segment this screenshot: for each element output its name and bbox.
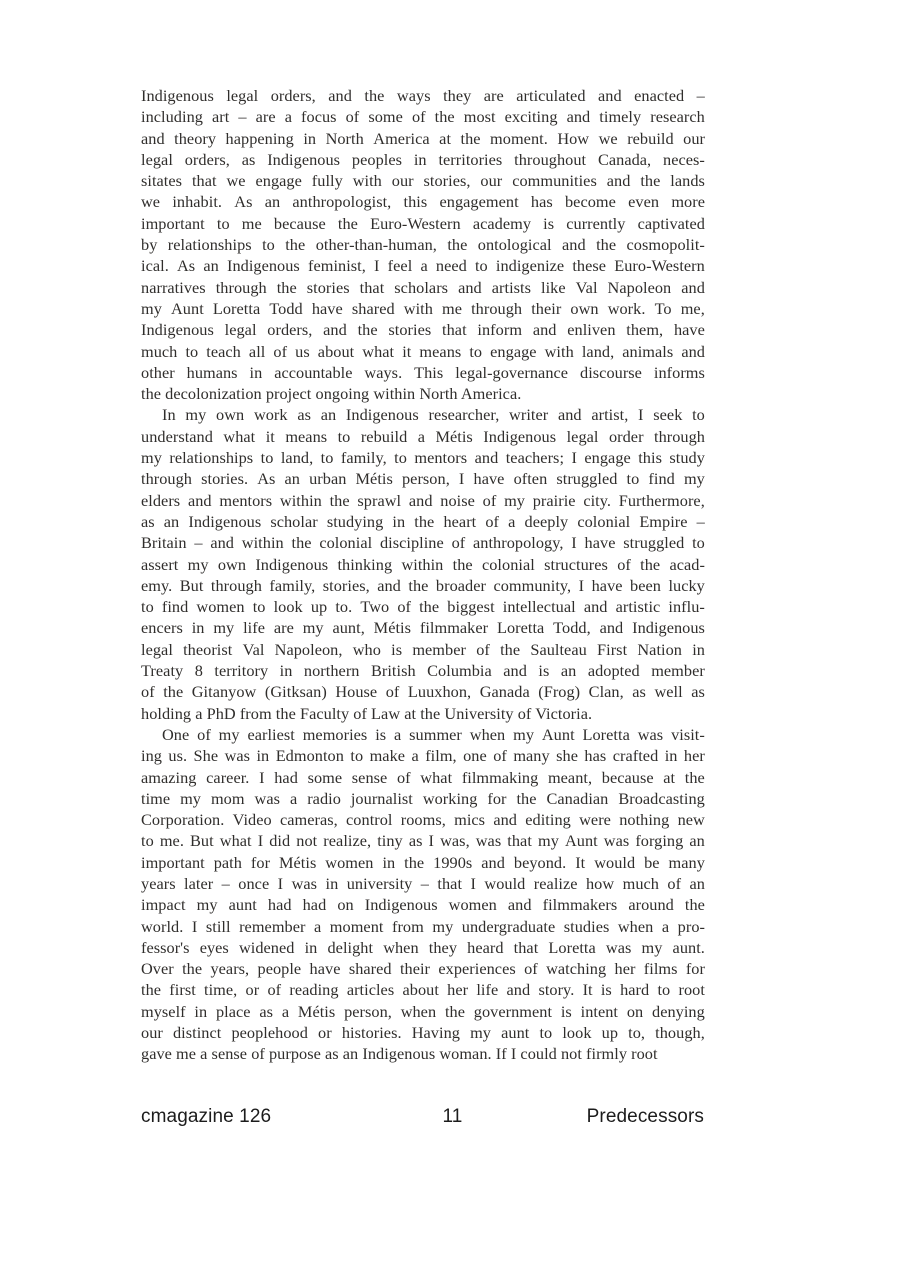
text-line: gave me a sense of purpose as an Indigenous woman. If I could not firmly root: [141, 1044, 658, 1064]
text-line: including art – are a focus of some of the most exciting and timely research: [141, 107, 705, 127]
text-line: Corporation. Video cameras, control rooms, mics and editing were nothing new: [141, 810, 705, 830]
text-line: legal orders, as Indigenous peoples in territories throughout Canada, neces-: [141, 149, 705, 169]
text-line: narratives through the stories that scholars and artists like Val Napoleon and: [141, 277, 705, 297]
text-line: encers in my life are my aunt, Métis filmmaker Loretta Todd, and Indigenous: [141, 618, 705, 638]
text-line: my relationships to land, to family, to mentors and teachers; I engage this study: [141, 448, 705, 468]
text-line: of the Gitanyow (Gitksan) House of Luuxhon, Ganada (Frog) Clan, as well as: [141, 682, 705, 702]
text-line: elders and mentors within the sprawl and noise of my prairie city. Furthermore,: [141, 490, 705, 510]
text-line: we inhabit. As an anthropologist, this engagement has become even more: [141, 192, 705, 212]
text-line: assert my own Indigenous thinking within the colonial structures of the acad-: [141, 554, 705, 574]
text-line: other humans in accountable ways. This legal-governance discourse informs: [141, 362, 705, 382]
journal-title: cmagazine 126: [141, 1106, 272, 1127]
text-line: to me. But what I did not realize, tiny as I was, was that my Aunt was forging an: [141, 831, 705, 851]
text-line: amazing career. I had some sense of what filmmaking meant, because at the: [141, 767, 705, 787]
text-line: ing us. She was in Edmonton to make a film, one of many she has crafted in her: [141, 746, 705, 766]
text-line: years later – once I was in university – that I would realize how much of an: [141, 873, 705, 893]
text-line: holding a PhD from the Faculty of Law at the University of Victoria.: [141, 703, 593, 723]
text-line: Britain – and within the colonial discipline of anthropology, I have struggled to: [141, 533, 705, 553]
text-line: impact my aunt had had on Indigenous women and filmmakers around the: [141, 895, 705, 915]
text-line: the decolonization project ongoing within North America.: [141, 384, 522, 404]
text-line: Treaty 8 territory in northern British Columbia and is an adopted member: [141, 661, 705, 681]
text-line: important path for Métis women in the 1990s and beyond. It would be many: [141, 852, 705, 872]
text-line: important to me because the Euro-Western academy is currently captivated: [141, 213, 705, 233]
text-line: myself in place as a Métis person, when the government is intent on denying: [141, 1001, 705, 1021]
text-line: legal theorist Val Napoleon, who is member of the Saulteau First Nation in: [141, 639, 705, 659]
text-line: much to teach all of us about what it means to engage with land, animals and: [141, 341, 705, 361]
text-line: sitates that we engage fully with our stories, our communities and the lands: [141, 171, 705, 191]
article-text-block: [141, 85, 705, 1065]
text-line: world. I still remember a moment from my undergraduate studies when a pro-: [141, 916, 705, 936]
text-line: as an Indigenous scholar studying in the heart of a deeply colonial Empire –: [141, 511, 705, 531]
page-number: 11: [442, 1106, 463, 1127]
text-line: and theory happening in North America at the moment. How we rebuild our: [141, 128, 705, 148]
text-line: fessor's eyes widened in delight when they heard that Loretta was my aunt.: [141, 937, 705, 957]
text-line: In my own work as an Indigenous researcher, writer and artist, I seek to: [162, 405, 705, 425]
page-footer: [0, 1105, 905, 1135]
text-line: our distinct peoplehood or histories. Having my aunt to look up to, though,: [141, 1023, 705, 1043]
text-line: my Aunt Loretta Todd have shared with me through their own work. To me,: [141, 298, 705, 318]
text-line: Over the years, people have shared their experiences of watching her films for: [141, 959, 705, 979]
text-line: through stories. As an urban Métis person, I have often struggled to find my: [141, 469, 705, 489]
text-line: emy. But through family, stories, and the broader community, I have been lucky: [141, 575, 705, 595]
section-title: Predecessors: [586, 1106, 704, 1127]
text-line: by relationships to the other-than-human, the ontological and the cosmopolit-: [141, 235, 705, 255]
text-line: Indigenous legal orders, and the ways they are articulated and enacted –: [141, 86, 705, 105]
text-line: Indigenous legal orders, and the stories that inform and enliven them, have: [141, 320, 705, 340]
text-line: to find women to look up to. Two of the biggest intellectual and artistic influ-: [141, 597, 705, 617]
text-line: the first time, or of reading articles about her life and story. It is hard to root: [141, 980, 705, 1000]
text-line: One of my earliest memories is a summer when my Aunt Loretta was visit-: [162, 724, 705, 744]
text-line: understand what it means to rebuild a Métis Indigenous legal order through: [141, 426, 705, 446]
text-line: ical. As an Indigenous feminist, I feel a need to indigenize these Euro-Western: [141, 256, 705, 276]
text-line: time my mom was a radio journalist working for the Canadian Broadcasting: [141, 788, 705, 808]
